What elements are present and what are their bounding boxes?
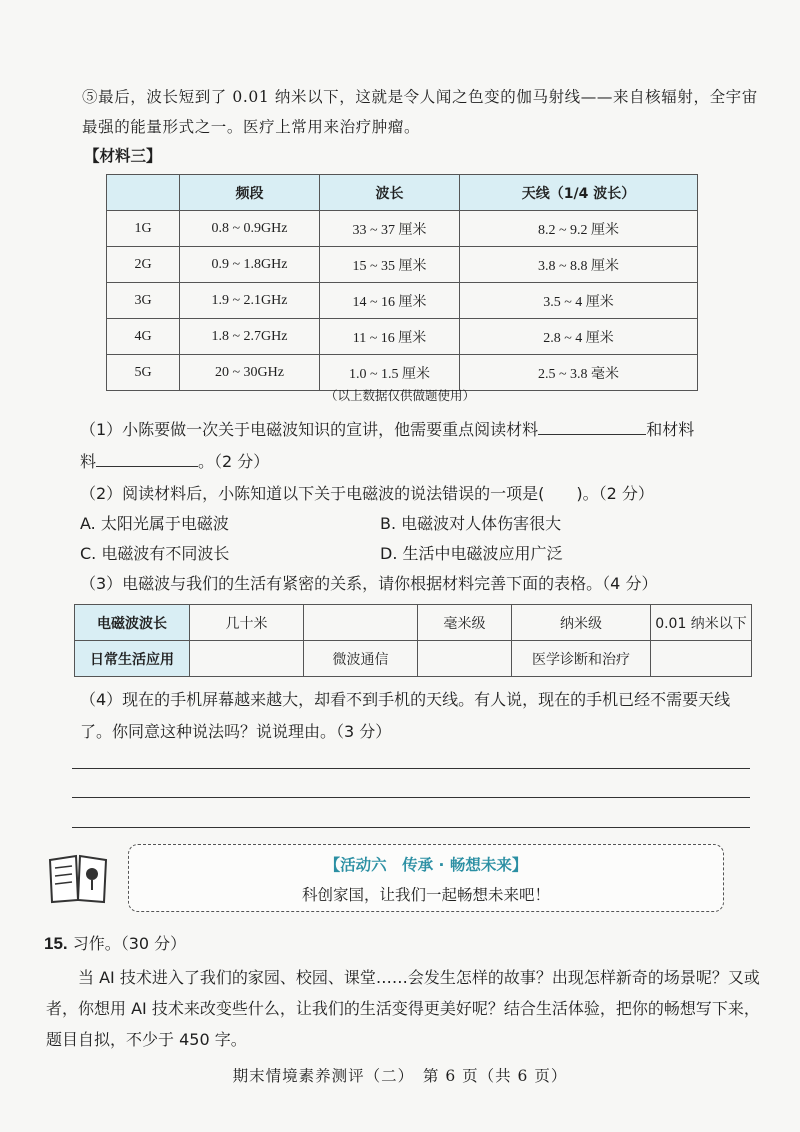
question-15-body: 当 AI 技术进入了我们的家园、校园、课堂……会发生怎样的故事？出现怎样新奇的场景呢？又或者，你想用 AI 技术来改变些什么，让我们的生活变得更美好呢？结合生活体验，把你的畅想写下来，题目自拟，不少于 450 字。 [46,968,760,1049]
table-cell: 2.5 ~ 3.8 毫米 [460,355,698,391]
activity-banner [128,844,724,912]
material-3-label: 【材料三】 [84,147,162,165]
table-cell: 2G [107,247,180,283]
table-row [107,319,698,355]
table-cell: 几十米 [190,605,304,641]
page-footer: 期末情境素养测评（二） 第 6 页（共 6 页） [232,1067,568,1085]
header-cell: 波长 [320,175,460,211]
question-1-text-c: 。（2 分） [198,452,270,471]
answer-blank-1[interactable] [538,416,646,435]
answer-line[interactable] [72,797,750,798]
wavelength-application-table [74,604,752,677]
table-cell: 4G [107,319,180,355]
table-cell: 14 ~ 16 厘米 [320,283,460,319]
table-cell: 纳米级 [512,605,651,641]
table-row [107,211,698,247]
table-note: （以上数据仅供做题使用） [324,388,475,403]
activity-text: 科创家国，让我们一起畅想未来吧！ [301,886,550,904]
question-1 [80,416,760,444]
question-2-stem: （2）阅读材料后，小陈知道以下关于电磁波的说法错误的一项是( )。（2 分） [80,484,654,503]
question-1-text-b: 和材料 [646,420,695,439]
answer-cell[interactable] [190,641,304,677]
option-a[interactable]: A. 太阳光属于电磁波 [80,514,229,533]
table-cell: 1.9 ~ 2.1GHz [180,283,320,319]
table-cell: 11 ~ 16 厘米 [320,319,460,355]
table-cell: 微波通信 [304,641,418,677]
header-cell: 天线（1/4 波长） [460,175,698,211]
table-row [75,641,752,677]
table-cell: 1G [107,211,180,247]
option-c[interactable]: C. 电磁波有不同波长 [80,544,230,563]
row-header-wavelength: 电磁波波长 [75,605,190,641]
question-1-line-2: 料 。（2 分） [80,448,269,476]
table-cell: 毫米级 [418,605,512,641]
table-cell: 3.5 ~ 4 厘米 [460,283,698,319]
question-4-stem: （4）现在的手机屏幕越来越大，却看不到手机的天线。有人说，现在的手机已经不需要天线了。你同意这种说法吗？说说理由。（3 分） [80,690,731,741]
table-cell: 3G [107,283,180,319]
activity-title: 【活动六 传承 · 畅想未来】 [324,856,528,874]
answer-cell[interactable] [651,641,752,677]
table-cell: 1.0 ~ 1.5 厘米 [320,355,460,391]
table-header-row [107,175,698,211]
table-cell: 3.8 ~ 8.8 厘米 [460,247,698,283]
answer-cell[interactable] [418,641,512,677]
table-cell: 0.8 ~ 0.9GHz [180,211,320,247]
table-cell: 医学诊断和治疗 [512,641,651,677]
question-15-number: 15. [44,934,68,953]
question-15-title: 习作。（30 分） [72,934,187,953]
option-b[interactable]: B. 电磁波对人体伤害很大 [380,514,562,533]
question-1-text-a: （1）小陈要做一次关于电磁波知识的宣讲，他需要重点阅读材料 [80,420,539,439]
table-cell: 0.01 纳米以下 [651,605,752,641]
answer-line[interactable] [72,768,750,769]
question-3-stem: （3）电磁波与我们的生活有紧密的关系，请你根据材料完善下面的表格。（4 分） [80,574,658,593]
table-cell: 20 ~ 30GHz [180,355,320,391]
table-cell: 8.2 ~ 9.2 厘米 [460,211,698,247]
row-header-application: 日常生活应用 [75,641,190,677]
table-row [75,605,752,641]
paragraph-5: ⑤最后，波长短到了 0.01 纳米以下，这就是令人闻之色变的伽马射线——来自核辐射，全宇宙最强的能量形式之一。医疗上常用来治疗肿瘤。 [82,88,758,136]
answer-cell[interactable] [304,605,418,641]
table-cell: 15 ~ 35 厘米 [320,247,460,283]
option-d[interactable]: D. 生活中电磁波应用广泛 [380,544,563,563]
frequency-table [106,174,698,391]
question-15-heading [44,930,186,958]
answer-line[interactable] [72,827,750,828]
table-row [107,283,698,319]
book-icon [46,852,110,904]
table-cell: 33 ~ 37 厘米 [320,211,460,247]
table-cell: 0.9 ~ 1.8GHz [180,247,320,283]
table-row [107,247,698,283]
answer-blank-2[interactable] [96,448,198,467]
table-cell: 5G [107,355,180,391]
header-cell: 频段 [180,175,320,211]
table-cell: 2.8 ~ 4 厘米 [460,319,698,355]
table-cell: 1.8 ~ 2.7GHz [180,319,320,355]
header-cell [107,175,180,211]
